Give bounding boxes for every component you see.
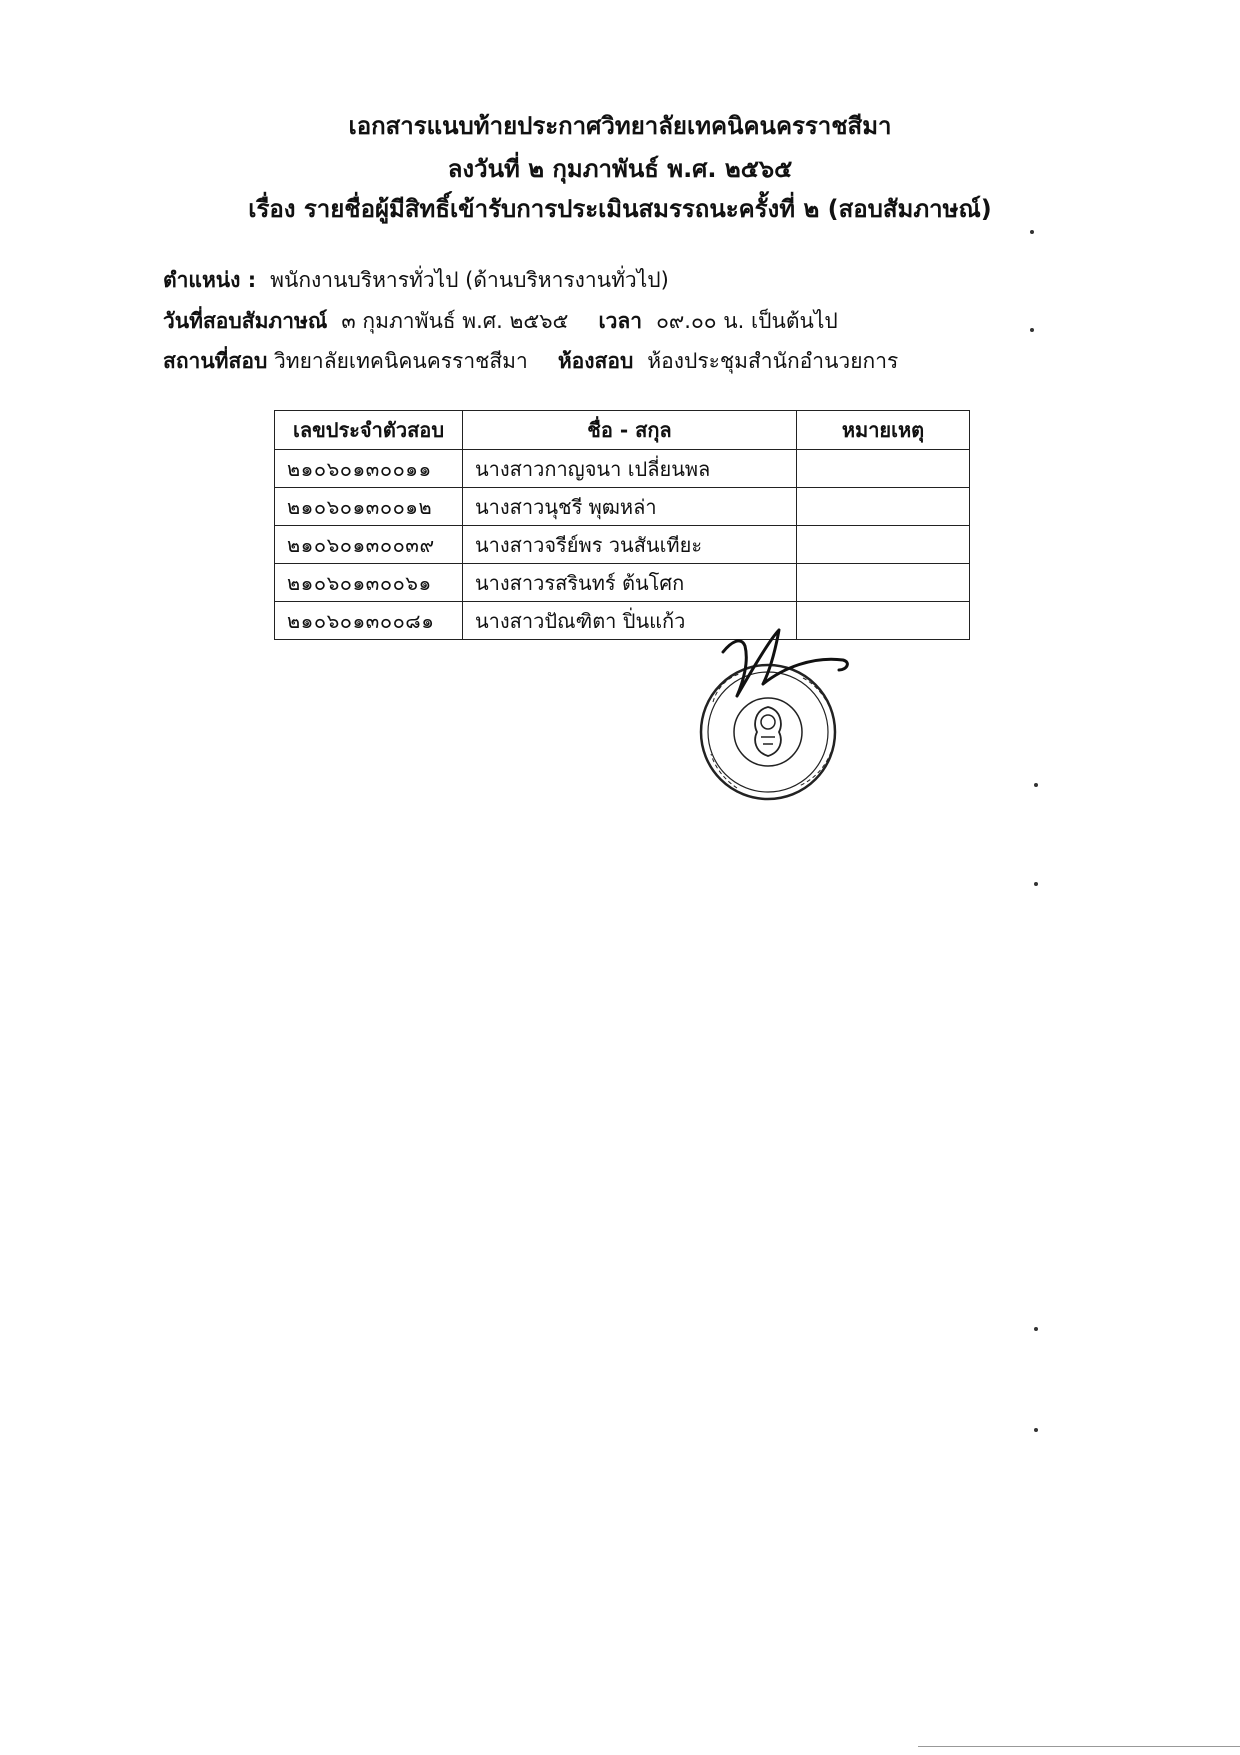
place-value: วิทยาลัยเทคนิคนครราชสีมา: [273, 349, 528, 373]
position-line: [163, 264, 669, 297]
scan-dot: [1034, 1327, 1038, 1331]
table-row: [275, 602, 970, 640]
room-label: ห้องสอบ: [557, 349, 634, 373]
scan-dot: [1030, 328, 1034, 332]
remark-cell: [797, 564, 970, 602]
table-row: [275, 526, 970, 564]
college-seal-icon: [683, 612, 853, 822]
header-line-3: เรื่อง รายชื่อผู้มีสิทธิ์เข้ารับการประเมินสมรรถนะครั้งที่ ๒ (สอบสัมภาษณ์): [248, 195, 992, 223]
header-line-1: เอกสารแนบท้ายประกาศวิทยาลัยเทคนิคนครราชสีมา: [348, 112, 892, 140]
exam-id-cell: ๒๑๐๖๐๑๓๐๐๓๙: [275, 526, 463, 564]
name-cell: นางสาวกาญจนา เปลี่ยนพล: [463, 450, 797, 488]
scan-dot: [1034, 1428, 1038, 1432]
header-line-2: ลงวันที่ ๒ กุมภาพันธ์ พ.ศ. ๒๕๖๕: [447, 155, 793, 183]
table-row: [275, 450, 970, 488]
time-value: ๐๙.๐๐ น. เป็นต้นไป: [656, 309, 838, 333]
date-label: วันที่สอบสัมภาษณ์: [163, 309, 328, 333]
name-cell: นางสาวปัณฑิตา ปิ่นแก้ว: [463, 602, 797, 640]
place-label: สถานที่สอบ: [163, 349, 268, 373]
remark-cell: [797, 526, 970, 564]
name-cell: นางสาวจรีย์พร วนสันเทียะ: [463, 526, 797, 564]
time-label: เวลา: [598, 309, 643, 333]
scan-dot: [1034, 882, 1038, 886]
remark-cell: [797, 450, 970, 488]
scan-dot: [1030, 230, 1034, 234]
interview-date-line: [163, 305, 838, 338]
position-value: พนักงานบริหารทั่วไป (ด้านบริหารงานทั่วไป): [270, 268, 669, 292]
remark-cell: [797, 488, 970, 526]
date-value: ๓ กุมภาพันธ์ พ.ศ. ๒๕๖๕: [341, 309, 569, 333]
table-row: [275, 564, 970, 602]
exam-place-line: [163, 345, 898, 378]
room-value: ห้องประชุมสำนักอำนวยการ: [647, 349, 899, 373]
exam-id-cell: ๒๑๐๖๐๑๓๐๐๑๒: [275, 488, 463, 526]
candidate-table: [274, 410, 970, 640]
position-label: ตำแหน่ง :: [163, 268, 257, 292]
exam-id-cell: ๒๑๐๖๐๑๓๐๐๘๑: [275, 602, 463, 640]
scan-dot: [1034, 783, 1038, 787]
name-cell: นางสาวนุชรี พุฒหล่า: [463, 488, 797, 526]
table-row: [275, 488, 970, 526]
header-remark: หมายเหตุ: [797, 411, 970, 450]
header-full-name: ชื่อ - สกุล: [463, 411, 797, 450]
exam-id-cell: ๒๑๐๖๐๑๓๐๐๑๑: [275, 450, 463, 488]
header-exam-id: เลขประจำตัวสอบ: [275, 411, 463, 450]
exam-id-cell: ๒๑๐๖๐๑๓๐๐๖๑: [275, 564, 463, 602]
name-cell: นางสาวรสรินทร์ ต้นโศก: [463, 564, 797, 602]
scan-edge-line: [918, 1746, 1240, 1747]
table-header-row: [275, 411, 970, 450]
